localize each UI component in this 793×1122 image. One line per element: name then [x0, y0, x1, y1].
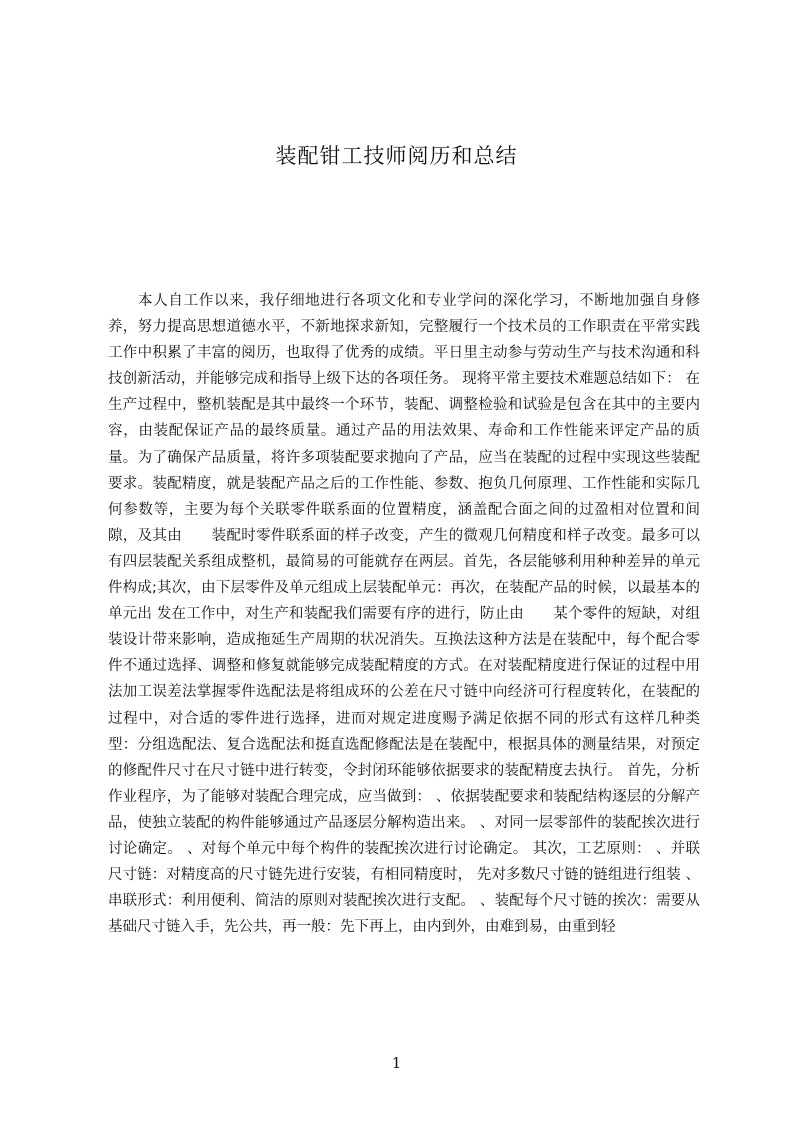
body-paragraph: 本人自工作以来，我仔细地进行各项文化和专业学问的深化学习，不断地加强自身修养，努力提高思想道德水平，不新地探求新知，完整履行一个技术员的工作职责在平常实践工作中积累了丰富的阅历，也取得了优秀的成绩。平日里主动参与劳动生产与技术沟通和科 技创新活动，并能够完成和指导上级下达的各项任务。 现将平常主要技术难题总结如下： 在生产过程中，整机装配是其中最终一个环节，装配、调整检验和试验是包含在其中的主要内容，由装配保证产品的最终质量。通过产品的用法效果、寿命和工作性能来评定产品的质量。为了确保产品质量，将许多项装配要求抛向了产品，应当在装配的过程中实现这些装配要求。装配精度，就是装配产品之后的工作性能、参数、抱负几何原理、工作性能和实际几何参数等，主要为每个关联零件联系面的位置精度，涵盖配合面之间的过盈相对位置和间隙，及其由 装配时零件联系面的样子改变，产生的微观几何精度和样子改变。最多可以有四层装配关系组成整机，最简易的可能就存在两层。首先，各层能够利用种种差异的单元件构成;其次，由下层零件及单元组成上层装配单元：再次，在装配产品的时候，以最基本的单元出 发在工作中，对生产和装配我们需要有序的进行，防止由 某个零件的短缺，对组装设计带来影响，造成拖延生产周期的状况消失。互换法这种方法是在装配中，每个配合零件不通过选择、调整和修复就能够完成装配精度的方式。在对装配精度进行保证的过程中用法加工误差法掌握零件选配法是将组成环的公差在尺寸链中向经济可行程度转化，在装配的过程中，对合适的零件进行选择，进而对规定进度赐予满足依据不同的形式有这样几种类型：分组选配法、复合选配法和挺直选配修配法是在装配中，根据具体的测量结果，对预定的修配件尺寸在尺寸链中进行转变，令封闭环能够依据要求的装配精度去执行。 首先，分析作业程序，为了能够对装配合理完成，应当做到： 、依据装配要求和装配结构逐层的分解产品，使独立装配的构件能够通过产品逐层分解构造出来。 、对同一层零部件的装配挨次进行讨论确定。 、对每个单元中每个构件的装配挨次进行讨论确定。 其次，工艺原则： 、并联尺寸链：对精度高的尺寸链先进行安装，有相同精度时， 先对多数尺寸链的链组进行组装 、串联形式：利用便利、简洁的原则对装配挨次进行支配。 、装配每个尺寸链的挨次：需要从基础尺寸链入手，先公共，再一般：先下再上，由内到外，由难到易，由重到轻 [108, 293, 700, 936]
page-number: 1 [391, 1054, 402, 1072]
document-title: 装配钳工技师阅历和总结 [275, 144, 518, 168]
